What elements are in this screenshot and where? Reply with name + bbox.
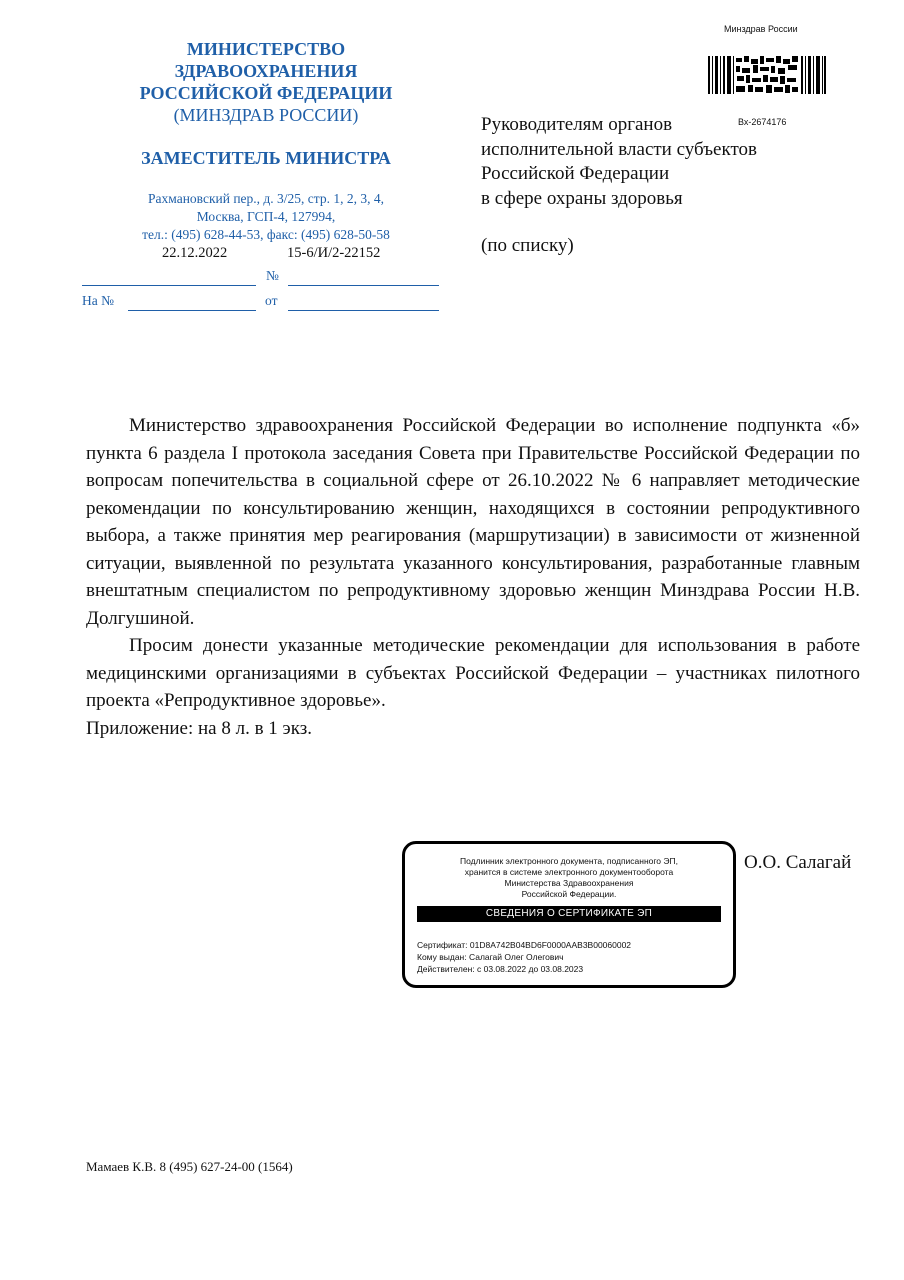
certificate-row — [417, 939, 631, 951]
number-underline — [288, 285, 439, 286]
ministry-line-3: РОССИЙСКОЙ ФЕДЕРАЦИИ — [139, 83, 393, 103]
addressee — [481, 113, 757, 211]
ministry-name — [80, 38, 452, 126]
validity-value: с 03.08.2022 до 03.08.2023 — [477, 964, 584, 974]
validity-label: Действителен: — [417, 964, 475, 974]
addressee-line-1: Руководителям органов — [481, 114, 673, 135]
stamp-line-1: Подлинник электронного документа, подписанного ЭП, — [460, 856, 678, 866]
number-label: № — [266, 268, 279, 283]
date-underline — [82, 285, 256, 286]
ministry-line-1: МИНИСТЕРСТВО — [186, 39, 346, 59]
letter-body — [86, 412, 860, 742]
document-number: 15-6/И/2-22152 — [287, 245, 381, 261]
stamp-line-2: хранится в системе электронного документооборота — [464, 867, 674, 877]
stamp-certificate-title: СВЕДЕНИЯ О СЕРТИФИКАТЕ ЭП — [417, 906, 721, 922]
signer-name: О.О. Салагай — [744, 852, 852, 873]
stamp-header — [415, 856, 723, 900]
stamp-certificate-info — [417, 939, 631, 975]
executor-contact: Мамаев К.В. 8 (495) 627-24-00 (1564) — [86, 1159, 293, 1174]
barcode-icon — [708, 56, 826, 94]
body-paragraph-2: Просим донести указанные методические рекомендации для использования в работе медицинскими организациями в субъектах Российской Федерации – участниках пилотного проекта «Репродуктивное здоровье». — [86, 635, 860, 711]
addressee-line-2: исполнительной власти субъектов — [481, 138, 757, 160]
address-line-2: Москва, ГСП-4, 127994, — [196, 209, 336, 224]
sender-position: ЗАМЕСТИТЕЛЬ МИНИСТРА — [141, 148, 391, 168]
address-line-3: тел.: (495) 628-44-53, факс: (495) 628-50-58 — [142, 227, 390, 242]
document-date: 22.12.2022 — [162, 245, 228, 261]
validity-row — [417, 963, 631, 975]
reply-date-underline — [288, 310, 439, 311]
barcode-label: Минздрав России — [724, 24, 798, 34]
attachment-note: Приложение: на 8 л. в 1 экз. — [86, 717, 312, 739]
issued-to-label: Кому выдан: — [417, 952, 467, 962]
reply-number-underline — [128, 310, 256, 311]
electronic-signature-stamp — [402, 841, 736, 988]
addressee-line-3: Российской Федерации — [481, 163, 670, 184]
ministry-address — [80, 190, 452, 244]
ministry-line-2: ЗДРАВООХРАНЕНИЯ — [174, 61, 358, 81]
address-line-1: Рахмановский пер., д. 3/25, стр. 1, 2, 3, 4, — [148, 191, 384, 206]
addressee-list-note: (по списку) — [481, 235, 574, 256]
ministry-abbreviation: (МИНЗДРАВ РОССИИ) — [173, 105, 359, 125]
stamp-line-4: Российской Федерации. — [521, 889, 617, 899]
certificate-value: 01D8A742B04BD6F0000AAB3B00060002 — [469, 940, 632, 950]
body-paragraph-1: Министерство здравоохранения Российской Федерации во исполнение подпункта «б» пункта 6 раздела I протокола заседания Совета при Правительстве Российской Федерации по вопросам попечительства в социальной сфере от 26.10.2022 № 6 направляет методические рекомендации по консультированию женщин, находящихся в состоянии репродуктивного выбора, а также принятия мер реагирования (маршрутизации) в зависимости от жизненной ситуации, выявленной по результата указанного консультирования, разработанные главным внештатным специалистом по репродуктивному здоровью женщин Минздрава России Н.В. Долгушиной. — [86, 415, 860, 629]
certificate-label: Сертификат: — [417, 940, 468, 950]
addressee-line-4: в сфере охраны здоровья — [481, 187, 683, 209]
issued-to-row — [417, 951, 631, 963]
reply-to-label: На № — [82, 293, 114, 308]
stamp-line-3: Министерства Здравоохранения — [504, 878, 634, 888]
from-label: от — [265, 293, 278, 308]
barcode-number: Вх-2674176 — [738, 117, 787, 127]
issued-to-value: Салагай Олег Олегович — [468, 952, 564, 962]
